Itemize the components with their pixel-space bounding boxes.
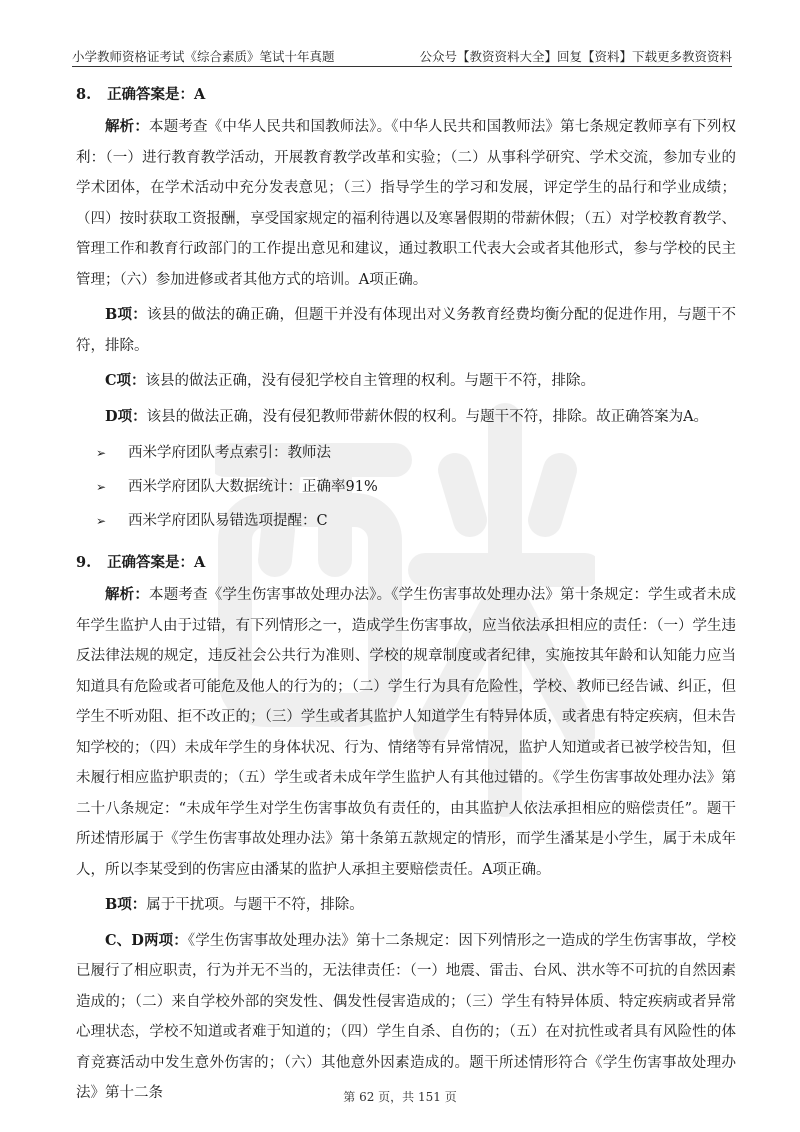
option-b-paragraph (76, 300, 736, 361)
option-b-text: 该县的做法的确正确，但题干并没有体现出对义务教育经费均衡分配的促进作用，与题干不符，排除。 (76, 307, 736, 354)
list-item-text: 西米学府团队考点索引：教师法 (128, 445, 331, 461)
analysis-paragraph (76, 112, 736, 295)
option-c-text: 该县的做法正确，没有侵犯学校自主管理的权利。与题干不符，排除。 (145, 373, 596, 389)
analysis-paragraph (76, 580, 736, 885)
list-item (76, 504, 736, 538)
question-9 (76, 546, 736, 1109)
option-c-label: C项： (105, 372, 146, 389)
correct-answer: 正确答案是：A (107, 554, 206, 571)
analysis-label: 解析： (105, 118, 150, 135)
analysis-text: 本题考查《中华人民共和国教师法》。《中华人民共和国教师法》第七条规定教师享有下列权利：（一）进行教育教学活动，开展教育教学改革和实验；（二）从事科学研究、学术交流，参加专业的学术团体，在学术活动中充分发表意见；（三）指导学生的学习和发展，评定学生的品行和学业成绩；（四）按时获取工资报酬，享受国家规定的福利待遇以及寒暑假期的带薪休假；（五）对学校教育教学、管理工作和教育行政部门的工作提出意见和建议，通过教职工代表大会或者其他形式，参与学校的民主管理；（六）参加进修或者其他方式的培训。A项正确。 (76, 119, 737, 288)
option-b-label: B项： (105, 306, 147, 323)
option-b-text: 属于干扰项。与题干不符，排除。 (146, 897, 364, 913)
arrow-bullet-icon: ➢ (96, 480, 107, 494)
page-header (72, 44, 732, 67)
option-cd-paragraph (76, 926, 736, 1109)
list-item (76, 436, 736, 470)
option-b-paragraph (76, 890, 736, 921)
option-d-text: 该县的做法正确，没有侵犯教师带薪休假的权利。与题干不符，排除。故正确答案为A。 (146, 408, 709, 425)
option-b-label: B项： (105, 896, 147, 913)
list-item-text: 西米学府团队大数据统计：正确率91% (128, 479, 378, 495)
correct-answer: 正确答案是：A (107, 86, 206, 103)
question-number: 8. (76, 86, 92, 103)
option-cd-label: C、D两项： (105, 931, 188, 949)
question-9-title (76, 546, 736, 580)
page-footer: 第 62 页，共 151 页 (343, 1090, 457, 1104)
option-c-paragraph (76, 366, 736, 397)
arrow-bullet-icon: ➢ (96, 446, 107, 460)
question-8 (76, 78, 736, 538)
list-item-text: 西米学府团队易错选项提醒：C (128, 513, 328, 529)
arrow-bullet-icon: ➢ (96, 514, 107, 528)
header-title: 小学教师资格证考试《综合素质》笔试十年真题 (72, 49, 335, 64)
question-number: 9. (76, 554, 92, 571)
analysis-label: 解析： (105, 586, 150, 603)
question-8-title (76, 78, 736, 112)
option-cd-text: 《学生伤害事故处理办法》第十二条规定：因下列情形之一造成的学生伤害事故，学校已履行了相应职责，行为并无不当的，无法律责任：（一）地震、雷击、台风、洪水等不可抗的自然因素造成的；（二）来自学校外部的突发性、偶发性侵害造成的；（三）学生有特异体质、特定疾病或者异常心理状态，学校不知道或者难于知道的；（四）学生自杀、自伤的；（五）在对抗性或者具有风险性的体育竞赛活动中发生意外伤害的；（六）其他意外因素造成的。题干所述情形符合《学生伤害事故处理办法》第十二条 (76, 932, 737, 1101)
option-d-label: D项： (105, 407, 147, 425)
answer-content (76, 78, 736, 1109)
analysis-text: 本题考查《学生伤害事故处理办法》。《学生伤害事故处理办法》第十条规定：学生或者未成年学生监护人由于过错，有下列情形之一，造成学生伤害事故，应当依法承担相应的责任：（一）学生违反法律法规的规定，违反社会公共行为准则、学校的规章制度或者纪律，实施按其年龄和认知能力应当知道具有危险或者可能危及他人的行为的；（二）学生行为具有危险性，学校、教师已经告诫、纠正，但学生不听劝阻、拒不改正的；（三）学生或者其监护人知道学生有特异体质，或者患有特定疾病，但未告知学校的；（四）未成年学生的身体状况、行为、情绪等有异常情况，监护人知道或者已被学校告知，但未履行相应监护职责的；（五）学生或者未成年学生监护人有其他过错的。《学生伤害事故处理办法》第二十八条规定：“未成年学生对学生伤害事故负有责任的，由其监护人依法承担相应的赔偿责任”。题干所述情形属于《学生伤害事故处理办法》第十条第五款规定的情形，而学生潘某是小学生，属于未成年人，所以李某受到的伤害应由潘某的监护人承担主要赔偿责任。A项正确。 (76, 587, 737, 878)
list-item (76, 470, 736, 504)
option-d-paragraph (76, 402, 736, 433)
header-promo: 公众号【教资资料大全】回复【资料】下载更多教资资料 (419, 49, 732, 64)
stats-list (76, 436, 736, 538)
